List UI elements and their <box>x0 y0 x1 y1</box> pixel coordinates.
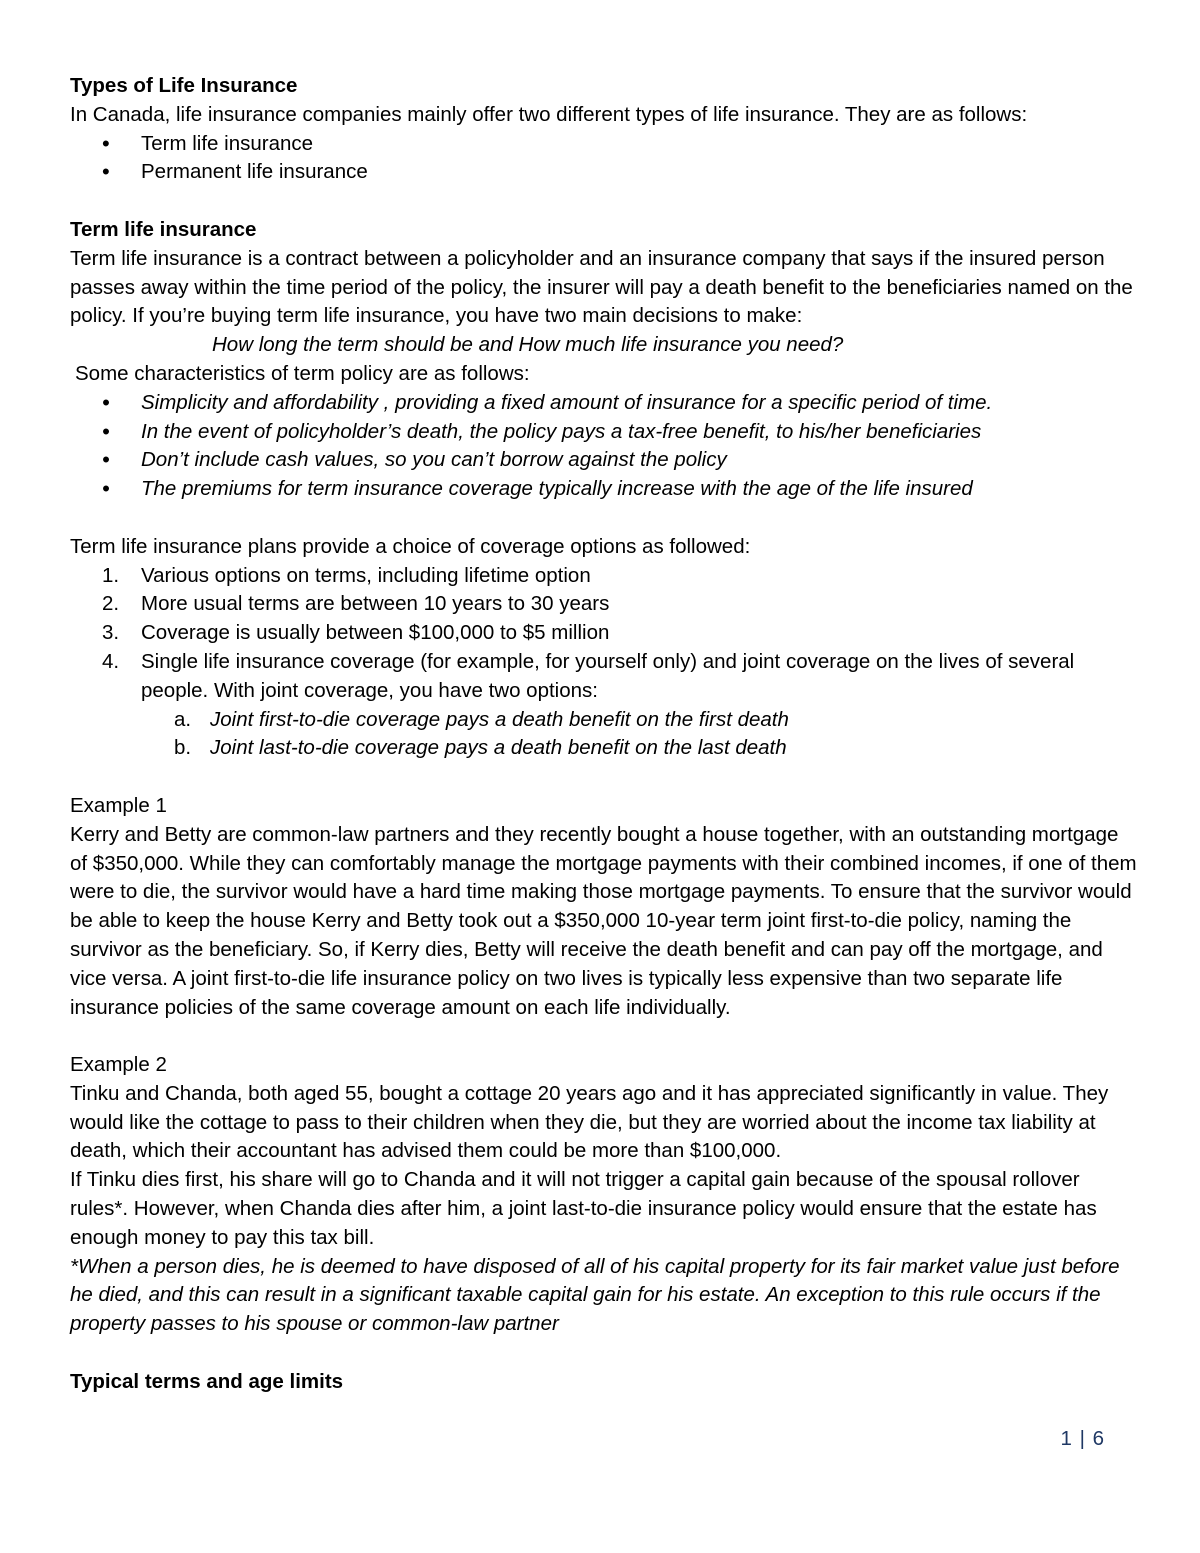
list-item: • The premiums for term insurance coverage typically increase with the age of the life insured <box>70 475 1138 504</box>
characteristics-list <box>70 389 1138 504</box>
example-2-footnote: *When a person dies, he is deemed to have disposed of all of his capital property for its fair market value just before he died, and this can result in a significant taxable capital gain for his estate. An exception to this rule occurs if the property passes to his spouse or common-law partner <box>70 1254 1120 1336</box>
section-heading-types: Types of Life Insurance <box>70 74 298 97</box>
page-number: 1 | 6 <box>1060 1427 1105 1450</box>
document-page <box>70 72 1138 1397</box>
list-item <box>70 648 1138 706</box>
list-item-text: Coverage is usually between $100,000 to $5 million <box>141 621 610 645</box>
list-item: • Simplicity and affordability , providing a fixed amount of insurance for a specific period of time. <box>70 389 1138 418</box>
example-2-title: Example 2 <box>70 1053 167 1077</box>
list-marker: 1. <box>102 563 120 587</box>
list-item: • Term life insurance <box>70 130 1138 159</box>
term-question: How long the term should be and How much life insurance you need? <box>212 333 844 357</box>
list-marker: a. <box>174 707 192 731</box>
insurance-types-list <box>70 130 1138 188</box>
list-item <box>70 619 1138 648</box>
list-marker: 2. <box>102 592 120 616</box>
list-item <box>70 734 1138 763</box>
example-2-text-2: If Tinku dies first, his share will go to Chanda and it will not trigger a capital gain because of the spousal rollover rules*. However, when Chanda dies after him, a joint last-to-die insurance policy would ensure that the estate has enough money to pay this tax bill. <box>70 1168 1097 1249</box>
list-marker: 4. <box>102 649 120 673</box>
section-heading-term: Term life insurance <box>70 217 257 241</box>
joint-options-list <box>70 706 1138 764</box>
list-marker: b. <box>174 736 192 760</box>
term-paragraph: Term life insurance is a contract between a policyholder and an insurance company that says if the insured person passes away within the time period of the policy, the insurer will pay a death benefit to the beneficiaries named on the policy. If you’re buying term life insurance, you have two main decisions to make: <box>70 246 1133 328</box>
list-item: • Permanent life insurance <box>70 158 1138 187</box>
example-2-text-1: Tinku and Chanda, both aged 55, bought a cottage 20 years ago and it has appreciated significantly in value. They would like the cottage to pass to their children when they die, but they are worried about the income tax liability at death, which their accountant has advised them could be more than $100,000. <box>70 1081 1109 1163</box>
section-heading-age-limits: Typical terms and age limits <box>70 1369 344 1393</box>
list-item-text: Various options on terms, including lifetime option <box>141 563 591 587</box>
list-item-text: Single life insurance coverage (for example, for yourself only) and joint coverage on the lives of several people. With joint coverage, you have two options: <box>141 649 1075 702</box>
options-intro: Term life insurance plans provide a choice of coverage options as followed: <box>70 534 751 558</box>
list-marker: 3. <box>102 621 120 645</box>
list-item-text: Joint first-to-die coverage pays a death benefit on the first death <box>210 707 789 731</box>
list-item: • Don’t include cash values, so you can’t borrow against the policy <box>70 446 1138 475</box>
list-item <box>70 590 1138 619</box>
list-item: • In the event of policyholder’s death, the policy pays a tax-free benefit, to his/her beneficiaries <box>70 418 1138 447</box>
intro-paragraph: In Canada, life insurance companies mainly offer two different types of life insurance. They are as follows: <box>70 102 1028 126</box>
list-item-text: Joint last-to-die coverage pays a death benefit on the last death <box>210 736 787 760</box>
list-item <box>70 706 1138 735</box>
list-item-text: More usual terms are between 10 years to 30 years <box>141 592 610 616</box>
example-1-title: Example 1 <box>70 793 167 817</box>
list-item <box>70 562 1138 591</box>
example-1-text: Kerry and Betty are common-law partners and they recently bought a house together, with an outstanding mortgage of $350,000. While they can comfortably manage the mortgage payments with their combined incomes, if one of them were to die, the survivor would have a hard time making those mortgage payments. To ensure that the survivor would be able to keep the house Kerry and Betty took out a $350,000 10-year term joint first-to-die policy, naming the survivor as the beneficiary. So, if Kerry dies, Betty will receive the death benefit and can pay off the mortgage, and vice versa. A joint first-to-die life insurance policy on two lives is typically less expensive than two separate life insurance policies of the same coverage amount on each life individually. <box>70 822 1137 1019</box>
characteristics-intro: Some characteristics of term policy are as follows: <box>75 361 530 385</box>
coverage-options-list <box>70 562 1138 706</box>
